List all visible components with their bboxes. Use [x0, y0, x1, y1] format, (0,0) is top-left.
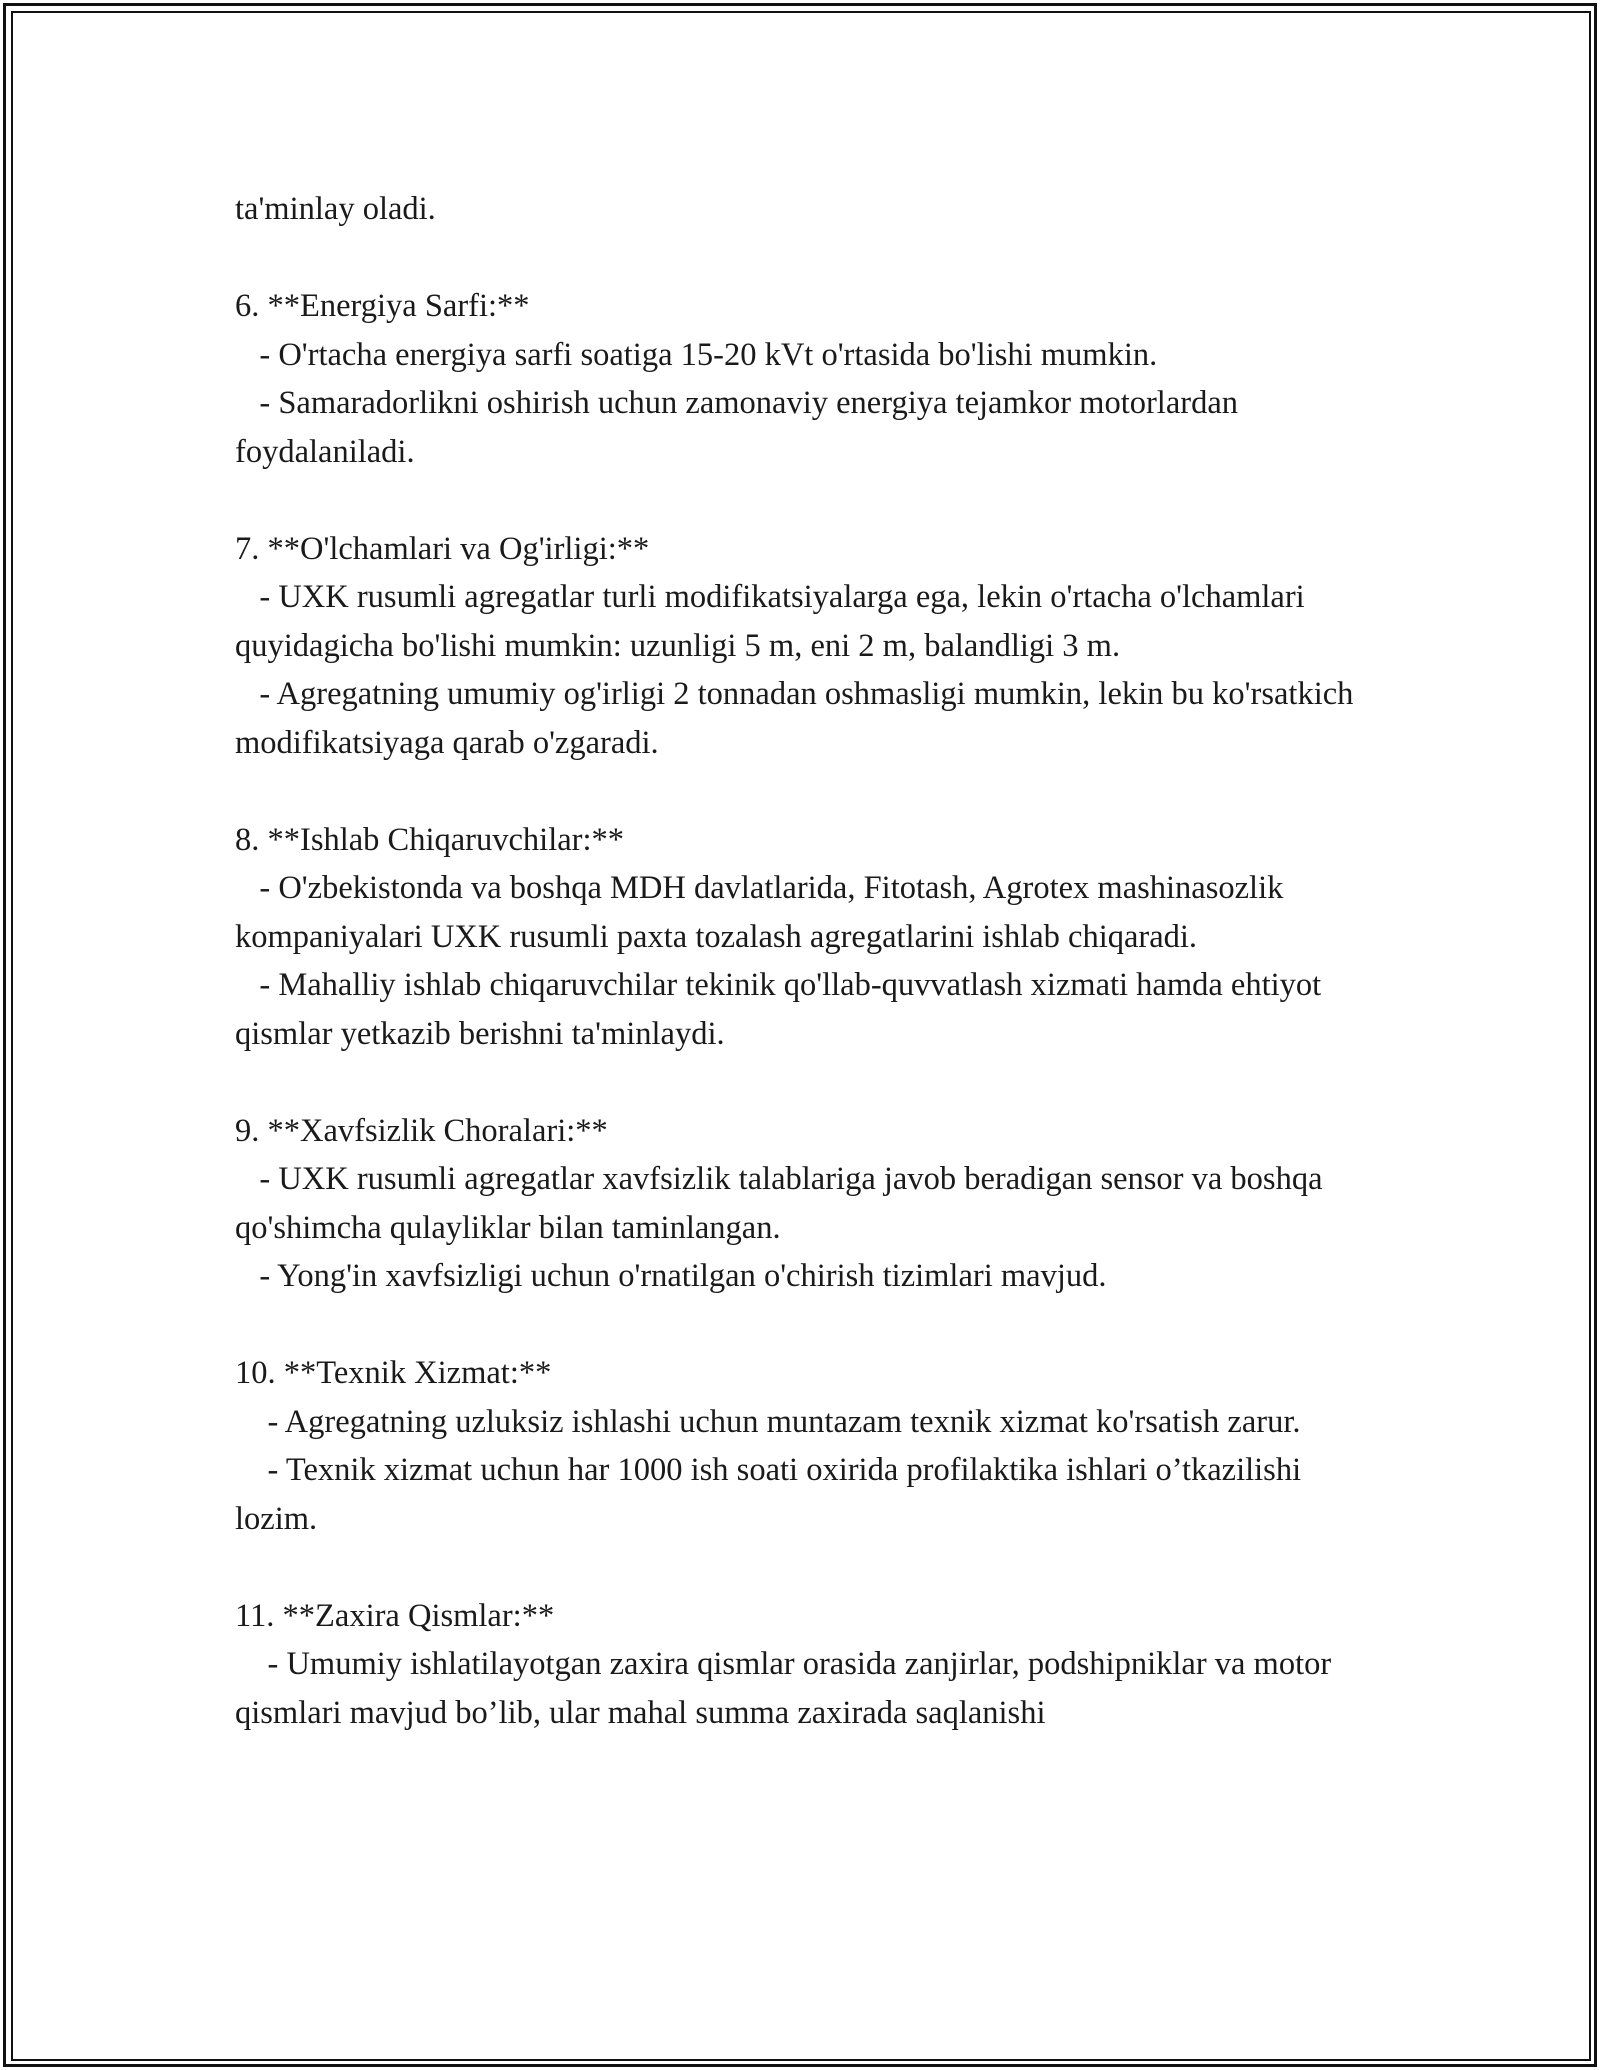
section-energiya-sarfi [235, 282, 1370, 476]
document-body [235, 185, 1370, 1737]
section-item: - Mahalliy ishlab chiqaruvchilar tekinik qo'llab-quvvatlash xizmati hamda ehtiyot qismlar yetkazib berishni ta'minlaydi. [235, 967, 1330, 1052]
section-zaxira-qismlar [235, 1592, 1370, 1738]
section-ishlab-chiqaruvchilar [235, 816, 1370, 1059]
section-item: - Yong'in xavfsizligi uchun o'rnatilgan o'chirish tizimlari mavjud. [235, 1258, 1107, 1294]
section-heading: 7. **O'lchamlari va Og'irligi:** [235, 530, 650, 567]
section-texnik-xizmat [235, 1349, 1370, 1543]
section-heading: 11. **Zaxira Qismlar:** [235, 1597, 555, 1634]
section-item: - Umumiy ishlatilayotgan zaxira qismlar orasida zanjirlar, podshipniklar va motor qismlari mavjud bo’lib, ular mahal summa zaxirada saqlanishi [235, 1646, 1340, 1731]
intro-text: ta'minlay oladi. [235, 191, 436, 227]
section-item: - O'zbekistonda va boshqa MDH davlatlarida, Fitotash, Agrotex mashinasozlik kompaniyalari UXK rusumli paxta tozalash agregatlarini ishlab chiqaradi. [235, 870, 1292, 955]
section-item: - Samaradorlikni oshirish uchun zamonaviy energiya tejamkor motorlardan foydalaniladi. [235, 385, 1247, 470]
section-item: - UXK rusumli agregatlar turli modifikatsiyalarga ega, lekin o'rtacha o'lchamlari quyidagicha bo'lishi mumkin: uzunligi 5 m, eni 2 m, balandligi 3 m. [235, 579, 1313, 664]
section-item: - Agregatning uzluksiz ishlashi uchun muntazam texnik xizmat ko'rsatish zarur. [235, 1403, 1301, 1440]
section-item: - Agregatning umumiy og'irligi 2 tonnadan oshmasligi mumkin, lekin bu ko'rsatkich modifikatsiyaga qarab o'zgaradi. [235, 676, 1362, 761]
section-item: - Texnik xizmat uchun har 1000 ish soati oxirida profilaktika ishlari o’tkazilishi lozim. [235, 1452, 1310, 1537]
section-olchamlari [235, 525, 1370, 768]
section-item: - UXK rusumli agregatlar xavfsizlik talablariga javob beradigan sensor va boshqa qo'shimcha qulayliklar bilan taminlangan. [235, 1161, 1331, 1246]
section-item: - O'rtacha energiya sarfi soatiga 15-20 kVt o'rtasida bo'lishi mumkin. [235, 336, 1158, 373]
section-xavfsizlik [235, 1107, 1370, 1301]
section-heading: 10. **Texnik Xizmat:** [235, 1355, 552, 1391]
section-heading: 6. **Energiya Sarfi:** [235, 288, 530, 324]
section-heading: 8. **Ishlab Chiqaruvchilar:** [235, 821, 625, 858]
section-heading: 9. **Xavfsizlik Choralari:** [235, 1112, 608, 1149]
